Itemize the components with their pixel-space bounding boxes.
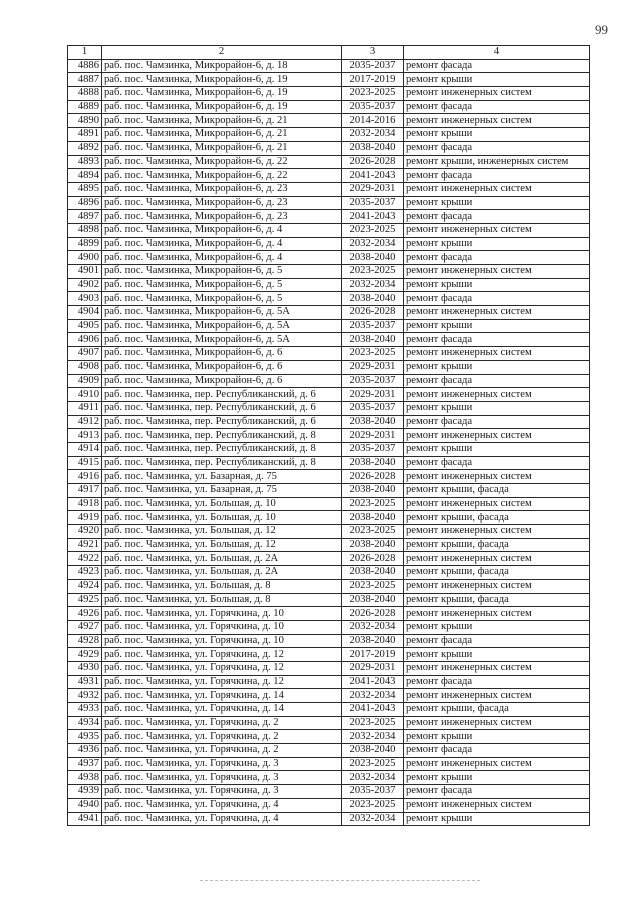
address-cell: раб. пос. Чамзинка, Микрорайон-6, д. 5А — [102, 319, 342, 333]
work-type-cell: ремонт фасада — [404, 141, 590, 155]
period-cell: 2023-2025 — [342, 223, 404, 237]
period-cell: 2032-2034 — [342, 128, 404, 142]
period-cell: 2017-2019 — [342, 648, 404, 662]
row-number: 4901 — [68, 265, 102, 279]
row-number: 4902 — [68, 278, 102, 292]
row-number: 4890 — [68, 114, 102, 128]
table-row — [68, 223, 590, 237]
address-cell: раб. пос. Чамзинка, ул. Горячкина, д. 2 — [102, 744, 342, 758]
address-cell: раб. пос. Чамзинка, ул. Большая, д. 2А — [102, 566, 342, 580]
footer-divider — [200, 880, 480, 881]
address-cell: раб. пос. Чамзинка, ул. Горячкина, д. 3 — [102, 757, 342, 771]
address-cell: раб. пос. Чамзинка, Микрорайон-6, д. 6 — [102, 347, 342, 361]
row-number: 4918 — [68, 497, 102, 511]
table-row — [68, 347, 590, 361]
row-number: 4934 — [68, 716, 102, 730]
address-cell: раб. пос. Чамзинка, ул. Горячкина, д. 3 — [102, 771, 342, 785]
work-type-cell: ремонт инженерных систем — [404, 265, 590, 279]
table-row — [68, 703, 590, 717]
row-number: 4915 — [68, 456, 102, 470]
work-type-cell: ремонт фасада — [404, 210, 590, 224]
address-cell: раб. пос. Чамзинка, Микрорайон-6, д. 4 — [102, 223, 342, 237]
period-cell: 2014-2016 — [342, 114, 404, 128]
period-cell: 2041-2043 — [342, 169, 404, 183]
table-row — [68, 374, 590, 388]
work-type-cell: ремонт инженерных систем — [404, 757, 590, 771]
column-header-period: 3 — [342, 46, 404, 60]
table-row — [68, 730, 590, 744]
page-number: 99 — [595, 22, 608, 37]
period-cell: 2023-2025 — [342, 265, 404, 279]
row-number: 4896 — [68, 196, 102, 210]
period-cell: 2029-2031 — [342, 388, 404, 402]
period-cell: 2038-2040 — [342, 292, 404, 306]
table-row — [68, 771, 590, 785]
table-row — [68, 798, 590, 812]
row-number: 4905 — [68, 319, 102, 333]
row-number: 4893 — [68, 155, 102, 169]
period-cell: 2041-2043 — [342, 210, 404, 224]
address-cell: раб. пос. Чамзинка, Микрорайон-6, д. 6 — [102, 374, 342, 388]
period-cell: 2032-2034 — [342, 237, 404, 251]
address-cell: раб. пос. Чамзинка, Микрорайон-6, д. 21 — [102, 141, 342, 155]
table-header-row — [68, 46, 590, 60]
table-row — [68, 169, 590, 183]
work-type-cell: ремонт инженерных систем — [404, 306, 590, 320]
work-type-cell: ремонт крыши — [404, 442, 590, 456]
work-type-cell: ремонт инженерных систем — [404, 429, 590, 443]
work-type-cell: ремонт крыши — [404, 237, 590, 251]
row-number: 4909 — [68, 374, 102, 388]
work-type-cell: ремонт инженерных систем — [404, 798, 590, 812]
table-row — [68, 251, 590, 265]
address-cell: раб. пос. Чамзинка, ул. Горячкина, д. 3 — [102, 785, 342, 799]
work-type-cell: ремонт фасада — [404, 634, 590, 648]
address-cell: раб. пос. Чамзинка, пер. Республиканский, д. 8 — [102, 456, 342, 470]
table-row — [68, 484, 590, 498]
period-cell: 2038-2040 — [342, 538, 404, 552]
row-number: 4919 — [68, 511, 102, 525]
work-type-cell: ремонт крыши — [404, 620, 590, 634]
row-number: 4914 — [68, 442, 102, 456]
work-type-cell: ремонт фасада — [404, 744, 590, 758]
table-row — [68, 648, 590, 662]
period-cell: 2038-2040 — [342, 566, 404, 580]
table-row — [68, 689, 590, 703]
row-number: 4897 — [68, 210, 102, 224]
period-cell: 2032-2034 — [342, 812, 404, 826]
row-number: 4937 — [68, 757, 102, 771]
work-type-cell: ремонт крыши — [404, 73, 590, 87]
period-cell: 2026-2028 — [342, 552, 404, 566]
work-type-cell: ремонт крыши — [404, 648, 590, 662]
row-number: 4907 — [68, 347, 102, 361]
period-cell: 2038-2040 — [342, 511, 404, 525]
period-cell: 2035-2037 — [342, 785, 404, 799]
row-number: 4932 — [68, 689, 102, 703]
work-type-cell: ремонт крыши — [404, 128, 590, 142]
work-type-cell: ремонт инженерных систем — [404, 347, 590, 361]
row-number: 4941 — [68, 812, 102, 826]
table-row — [68, 607, 590, 621]
row-number: 4927 — [68, 620, 102, 634]
table-row — [68, 265, 590, 279]
work-type-cell: ремонт инженерных систем — [404, 182, 590, 196]
period-cell: 2035-2037 — [342, 442, 404, 456]
table-row — [68, 319, 590, 333]
address-cell: раб. пос. Чамзинка, Микрорайон-6, д. 5 — [102, 292, 342, 306]
row-number: 4908 — [68, 360, 102, 374]
address-cell: раб. пос. Чамзинка, ул. Большая, д. 10 — [102, 511, 342, 525]
row-number: 4899 — [68, 237, 102, 251]
work-type-cell: ремонт крыши — [404, 360, 590, 374]
address-cell: раб. пос. Чамзинка, ул. Большая, д. 8 — [102, 593, 342, 607]
row-number: 4935 — [68, 730, 102, 744]
address-cell: раб. пос. Чамзинка, Микрорайон-6, д. 19 — [102, 87, 342, 101]
table-row — [68, 306, 590, 320]
row-number: 4913 — [68, 429, 102, 443]
row-number: 4916 — [68, 470, 102, 484]
period-cell: 2023-2025 — [342, 757, 404, 771]
address-cell: раб. пос. Чамзинка, Микрорайон-6, д. 5 — [102, 265, 342, 279]
work-type-cell: ремонт крыши — [404, 278, 590, 292]
period-cell: 2035-2037 — [342, 100, 404, 114]
period-cell: 2023-2025 — [342, 497, 404, 511]
work-type-cell: ремонт инженерных систем — [404, 689, 590, 703]
work-type-cell: ремонт инженерных систем — [404, 607, 590, 621]
row-number: 4931 — [68, 675, 102, 689]
period-cell: 2026-2028 — [342, 607, 404, 621]
work-type-cell: ремонт фасада — [404, 169, 590, 183]
row-number: 4898 — [68, 223, 102, 237]
address-cell: раб. пос. Чамзинка, ул. Базарная, д. 75 — [102, 470, 342, 484]
work-type-cell: ремонт инженерных систем — [404, 87, 590, 101]
table-row — [68, 237, 590, 251]
address-cell: раб. пос. Чамзинка, ул. Горячкина, д. 10 — [102, 634, 342, 648]
table-row — [68, 579, 590, 593]
row-number: 4926 — [68, 607, 102, 621]
table-row — [68, 155, 590, 169]
work-type-cell: ремонт крыши, фасада — [404, 566, 590, 580]
table-row — [68, 757, 590, 771]
table-body — [68, 59, 590, 826]
row-number: 4895 — [68, 182, 102, 196]
row-number: 4920 — [68, 525, 102, 539]
work-type-cell: ремонт фасада — [404, 251, 590, 265]
column-header-work-type: 4 — [404, 46, 590, 60]
table-row — [68, 511, 590, 525]
table-row — [68, 442, 590, 456]
period-cell: 2035-2037 — [342, 374, 404, 388]
period-cell: 2041-2043 — [342, 703, 404, 717]
address-cell: раб. пос. Чамзинка, ул. Горячкина, д. 2 — [102, 730, 342, 744]
row-number: 4911 — [68, 401, 102, 415]
table-row — [68, 114, 590, 128]
address-cell: раб. пос. Чамзинка, пер. Республиканский, д. 8 — [102, 442, 342, 456]
address-cell: раб. пос. Чамзинка, Микрорайон-6, д. 4 — [102, 251, 342, 265]
table-row — [68, 73, 590, 87]
period-cell: 2029-2031 — [342, 182, 404, 196]
address-cell: раб. пос. Чамзинка, пер. Республиканский, д. 6 — [102, 401, 342, 415]
address-cell: раб. пос. Чамзинка, ул. Горячкина, д. 12 — [102, 675, 342, 689]
work-type-cell: ремонт крыши, фасада — [404, 511, 590, 525]
table-row — [68, 675, 590, 689]
period-cell: 2038-2040 — [342, 333, 404, 347]
table-row — [68, 100, 590, 114]
address-cell: раб. пос. Чамзинка, ул. Большая, д. 12 — [102, 538, 342, 552]
work-type-cell: ремонт крыши, фасада — [404, 703, 590, 717]
table-row — [68, 278, 590, 292]
address-cell: раб. пос. Чамзинка, ул. Горячкина, д. 4 — [102, 798, 342, 812]
period-cell: 2023-2025 — [342, 347, 404, 361]
address-cell: раб. пос. Чамзинка, ул. Базарная, д. 75 — [102, 484, 342, 498]
table-row — [68, 552, 590, 566]
work-type-cell: ремонт фасада — [404, 333, 590, 347]
work-type-cell: ремонт крыши, инженерных систем — [404, 155, 590, 169]
work-type-cell: ремонт фасада — [404, 100, 590, 114]
work-type-cell: ремонт инженерных систем — [404, 223, 590, 237]
table-row — [68, 497, 590, 511]
row-number: 4892 — [68, 141, 102, 155]
table-row — [68, 196, 590, 210]
row-number: 4925 — [68, 593, 102, 607]
table-row — [68, 429, 590, 443]
address-cell: раб. пос. Чамзинка, Микрорайон-6, д. 23 — [102, 210, 342, 224]
address-cell: раб. пос. Чамзинка, Микрорайон-6, д. 6 — [102, 360, 342, 374]
row-number: 4929 — [68, 648, 102, 662]
work-type-cell: ремонт фасада — [404, 456, 590, 470]
row-number: 4936 — [68, 744, 102, 758]
table-row — [68, 388, 590, 402]
address-cell: раб. пос. Чамзинка, Микрорайон-6, д. 4 — [102, 237, 342, 251]
table-row — [68, 360, 590, 374]
period-cell: 2026-2028 — [342, 155, 404, 169]
work-type-cell: ремонт инженерных систем — [404, 579, 590, 593]
work-type-cell: ремонт фасада — [404, 59, 590, 73]
work-type-cell: ремонт инженерных систем — [404, 470, 590, 484]
row-number: 4933 — [68, 703, 102, 717]
work-type-cell: ремонт инженерных систем — [404, 114, 590, 128]
table-row — [68, 292, 590, 306]
address-cell: раб. пос. Чамзинка, ул. Горячкина, д. 12 — [102, 648, 342, 662]
table-row — [68, 634, 590, 648]
work-type-cell: ремонт инженерных систем — [404, 716, 590, 730]
period-cell: 2038-2040 — [342, 744, 404, 758]
address-cell: раб. пос. Чамзинка, ул. Большая, д. 10 — [102, 497, 342, 511]
period-cell: 2032-2034 — [342, 278, 404, 292]
row-number: 4924 — [68, 579, 102, 593]
work-type-cell: ремонт крыши — [404, 401, 590, 415]
table-row — [68, 785, 590, 799]
address-cell: раб. пос. Чамзинка, ул. Большая, д. 12 — [102, 525, 342, 539]
address-cell: раб. пос. Чамзинка, пер. Республиканский, д. 8 — [102, 429, 342, 443]
table-row — [68, 141, 590, 155]
row-number: 4923 — [68, 566, 102, 580]
address-cell: раб. пос. Чамзинка, ул. Горячкина, д. 12 — [102, 661, 342, 675]
row-number: 4904 — [68, 306, 102, 320]
work-type-cell: ремонт инженерных систем — [404, 497, 590, 511]
work-type-cell: ремонт крыши — [404, 812, 590, 826]
period-cell: 2038-2040 — [342, 634, 404, 648]
column-header-number: 1 — [68, 46, 102, 60]
work-type-cell: ремонт крыши, фасада — [404, 484, 590, 498]
table-row — [68, 415, 590, 429]
work-type-cell: ремонт крыши — [404, 196, 590, 210]
table-row — [68, 744, 590, 758]
period-cell: 2023-2025 — [342, 716, 404, 730]
period-cell: 2035-2037 — [342, 401, 404, 415]
period-cell: 2035-2037 — [342, 319, 404, 333]
row-number: 4887 — [68, 73, 102, 87]
work-type-cell: ремонт инженерных систем — [404, 388, 590, 402]
address-cell: раб. пос. Чамзинка, Микрорайон-6, д. 5А — [102, 306, 342, 320]
period-cell: 2041-2043 — [342, 675, 404, 689]
table-row — [68, 538, 590, 552]
period-cell: 2032-2034 — [342, 771, 404, 785]
row-number: 4912 — [68, 415, 102, 429]
address-cell: раб. пос. Чамзинка, пер. Республиканский, д. 6 — [102, 415, 342, 429]
period-cell: 2017-2019 — [342, 73, 404, 87]
row-number: 4891 — [68, 128, 102, 142]
row-number: 4938 — [68, 771, 102, 785]
table-row — [68, 456, 590, 470]
table-row — [68, 716, 590, 730]
period-cell: 2023-2025 — [342, 798, 404, 812]
row-number: 4888 — [68, 87, 102, 101]
row-number: 4939 — [68, 785, 102, 799]
row-number: 4894 — [68, 169, 102, 183]
address-cell: раб. пос. Чамзинка, ул. Горячкина, д. 10 — [102, 620, 342, 634]
work-type-cell: ремонт крыши, фасада — [404, 593, 590, 607]
work-type-cell: ремонт крыши, фасада — [404, 538, 590, 552]
period-cell: 2029-2031 — [342, 661, 404, 675]
address-cell: раб. пос. Чамзинка, ул. Горячкина, д. 2 — [102, 716, 342, 730]
table-row — [68, 525, 590, 539]
table-row — [68, 593, 590, 607]
table-row — [68, 470, 590, 484]
address-cell: раб. пос. Чамзинка, Микрорайон-6, д. 22 — [102, 169, 342, 183]
table-row — [68, 401, 590, 415]
address-cell: раб. пос. Чамзинка, Микрорайон-6, д. 19 — [102, 73, 342, 87]
period-cell: 2023-2025 — [342, 87, 404, 101]
address-cell: раб. пос. Чамзинка, Микрорайон-6, д. 21 — [102, 128, 342, 142]
address-cell: раб. пос. Чамзинка, ул. Горячкина, д. 4 — [102, 812, 342, 826]
work-type-cell: ремонт фасада — [404, 785, 590, 799]
period-cell: 2023-2025 — [342, 525, 404, 539]
table-row — [68, 812, 590, 826]
table-row — [68, 661, 590, 675]
period-cell: 2038-2040 — [342, 415, 404, 429]
work-type-cell: ремонт инженерных систем — [404, 552, 590, 566]
period-cell: 2029-2031 — [342, 429, 404, 443]
period-cell: 2035-2037 — [342, 196, 404, 210]
period-cell: 2038-2040 — [342, 484, 404, 498]
address-cell: раб. пос. Чамзинка, Микрорайон-6, д. 22 — [102, 155, 342, 169]
table-row — [68, 210, 590, 224]
address-cell: раб. пос. Чамзинка, Микрорайон-6, д. 21 — [102, 114, 342, 128]
period-cell: 2032-2034 — [342, 730, 404, 744]
work-type-cell: ремонт фасада — [404, 415, 590, 429]
table-row — [68, 128, 590, 142]
period-cell: 2029-2031 — [342, 360, 404, 374]
row-number: 4900 — [68, 251, 102, 265]
work-type-cell: ремонт крыши — [404, 319, 590, 333]
row-number: 4889 — [68, 100, 102, 114]
period-cell: 2038-2040 — [342, 456, 404, 470]
period-cell: 2038-2040 — [342, 251, 404, 265]
row-number: 4922 — [68, 552, 102, 566]
table-row — [68, 333, 590, 347]
period-cell: 2032-2034 — [342, 689, 404, 703]
address-cell: раб. пос. Чамзинка, Микрорайон-6, д. 18 — [102, 59, 342, 73]
column-header-address: 2 — [102, 46, 342, 60]
period-cell: 2038-2040 — [342, 141, 404, 155]
address-cell: раб. пос. Чамзинка, пер. Республиканский, д. 6 — [102, 388, 342, 402]
work-type-cell: ремонт фасада — [404, 292, 590, 306]
row-number: 4906 — [68, 333, 102, 347]
work-type-cell: ремонт крыши — [404, 730, 590, 744]
row-number: 4930 — [68, 661, 102, 675]
address-cell: раб. пос. Чамзинка, Микрорайон-6, д. 19 — [102, 100, 342, 114]
period-cell: 2026-2028 — [342, 306, 404, 320]
address-cell: раб. пос. Чамзинка, Микрорайон-6, д. 5 — [102, 278, 342, 292]
row-number: 4928 — [68, 634, 102, 648]
row-number: 4903 — [68, 292, 102, 306]
table-row — [68, 87, 590, 101]
row-number: 4886 — [68, 59, 102, 73]
row-number: 4940 — [68, 798, 102, 812]
table-row — [68, 59, 590, 73]
work-type-cell: ремонт фасада — [404, 374, 590, 388]
work-type-cell: ремонт крыши — [404, 771, 590, 785]
row-number: 4921 — [68, 538, 102, 552]
period-cell: 2035-2037 — [342, 59, 404, 73]
period-cell: 2026-2028 — [342, 470, 404, 484]
work-type-cell: ремонт инженерных систем — [404, 661, 590, 675]
address-cell: раб. пос. Чамзинка, Микрорайон-6, д. 5А — [102, 333, 342, 347]
address-cell: раб. пос. Чамзинка, ул. Большая, д. 8 — [102, 579, 342, 593]
row-number: 4910 — [68, 388, 102, 402]
period-cell: 2038-2040 — [342, 593, 404, 607]
period-cell: 2032-2034 — [342, 620, 404, 634]
row-number: 4917 — [68, 484, 102, 498]
work-type-cell: ремонт фасада — [404, 675, 590, 689]
work-type-cell: ремонт инженерных систем — [404, 525, 590, 539]
address-cell: раб. пос. Чамзинка, Микрорайон-6, д. 23 — [102, 182, 342, 196]
address-cell: раб. пос. Чамзинка, ул. Большая, д. 2А — [102, 552, 342, 566]
address-cell: раб. пос. Чамзинка, ул. Горячкина, д. 14 — [102, 689, 342, 703]
registry-table — [67, 45, 590, 826]
address-cell: раб. пос. Чамзинка, ул. Горячкина, д. 10 — [102, 607, 342, 621]
table-row — [68, 182, 590, 196]
table-row — [68, 620, 590, 634]
period-cell: 2023-2025 — [342, 579, 404, 593]
address-cell: раб. пос. Чамзинка, Микрорайон-6, д. 23 — [102, 196, 342, 210]
address-cell: раб. пос. Чамзинка, ул. Горячкина, д. 14 — [102, 703, 342, 717]
table-row — [68, 566, 590, 580]
